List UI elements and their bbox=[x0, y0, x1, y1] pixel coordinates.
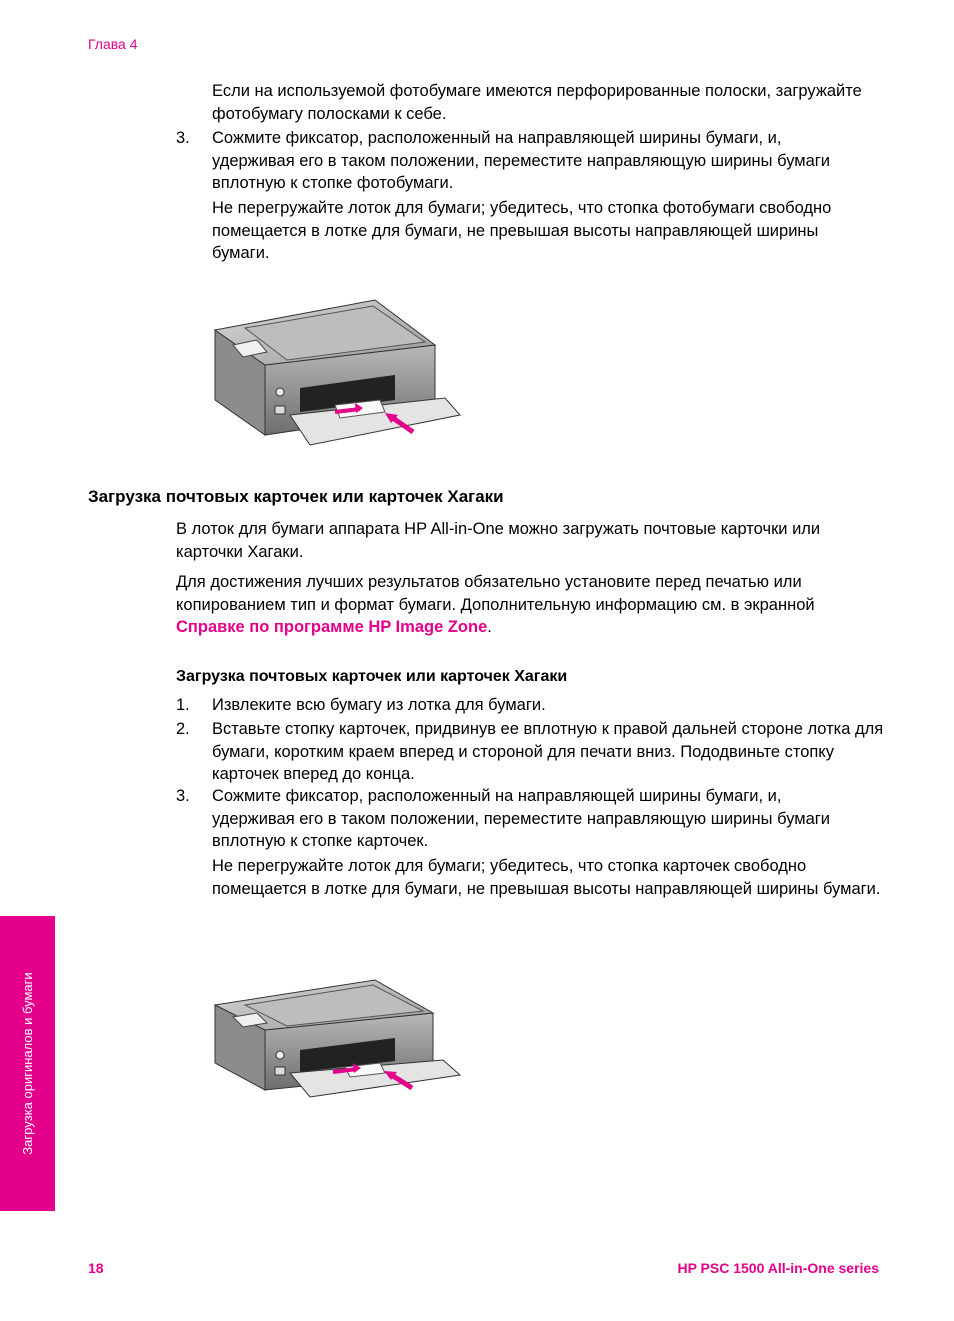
step-number: 1. bbox=[176, 696, 190, 714]
step-text: Вставьте стопку карточек, придвинув ее вплотную к правой дальней стороне лотка для бумаги, коротким краем вперед и стороной для печати вниз. Пододвиньте стопку карточек вперед до конца. bbox=[212, 720, 884, 783]
printer-illustration-cards bbox=[205, 975, 465, 1100]
step-number: 2. bbox=[176, 720, 190, 738]
intro-paragraph: В лоток для бумаги аппарата HP All-in-One можно загружать почтовые карточки или карточки Хагаки. bbox=[176, 520, 821, 561]
step-note: Не перегружайте лоток для бумаги; убедитесь, что стопка фотобумаги свободно помещается в лотке для бумаги, не превышая высоты направляющей ширины бумаги. bbox=[212, 199, 832, 262]
printer-drawing bbox=[205, 975, 465, 1100]
chapter-side-tab bbox=[0, 916, 55, 1211]
printer-illustration-photo-paper bbox=[205, 290, 465, 455]
photo-paper-perforation-note: Если на используемой фотобумаге имеются перфорированные полоски, загружайте фотобумагу полосками к себе. bbox=[212, 82, 862, 123]
help-link[interactable]: Справке по программе HP Image Zone bbox=[176, 618, 488, 636]
step-number: 3. bbox=[176, 787, 190, 805]
settings-period: . bbox=[487, 618, 492, 636]
step-text: Извлеките всю бумагу из лотка для бумаги. bbox=[212, 696, 546, 714]
step-text: Сожмите фиксатор, расположенный на направляющей ширины бумаги, и, удерживая его в таком положении, переместите направляющую ширины бумаги вплотную к стопке карточек. bbox=[212, 787, 831, 850]
printer-drawing bbox=[205, 290, 465, 455]
settings-paragraph bbox=[176, 571, 886, 639]
procedure-heading: Загрузка почтовых карточек или карточек Хагаки bbox=[176, 668, 568, 685]
product-title: HP PSC 1500 All-in-One series bbox=[677, 1260, 879, 1276]
step-note: Не перегружайте лоток для бумаги; убедитесь, что стопка карточек свободно помещается в лотке для бумаги, не превышая высоты направляющей ширины бумаги. bbox=[212, 857, 881, 898]
side-tab-label: Загрузка оригиналов и бумаги bbox=[20, 972, 35, 1155]
chapter-label: Глава 4 bbox=[88, 36, 138, 52]
page-number: 18 bbox=[88, 1260, 104, 1276]
settings-text: Для достижения лучших результатов обязательно установите перед печатью или копированием тип и формат бумаги. Дополнительную информацию см. в экранной bbox=[176, 573, 815, 614]
section-heading: Загрузка почтовых карточек или карточек Хагаки bbox=[88, 487, 504, 506]
step-text: Сожмите фиксатор, расположенный на направляющей ширины бумаги, и, удерживая его в таком положении, переместите направляющую ширины бумаги вплотную к стопке фотобумаги. bbox=[212, 129, 831, 192]
step-number: 3. bbox=[176, 129, 190, 147]
